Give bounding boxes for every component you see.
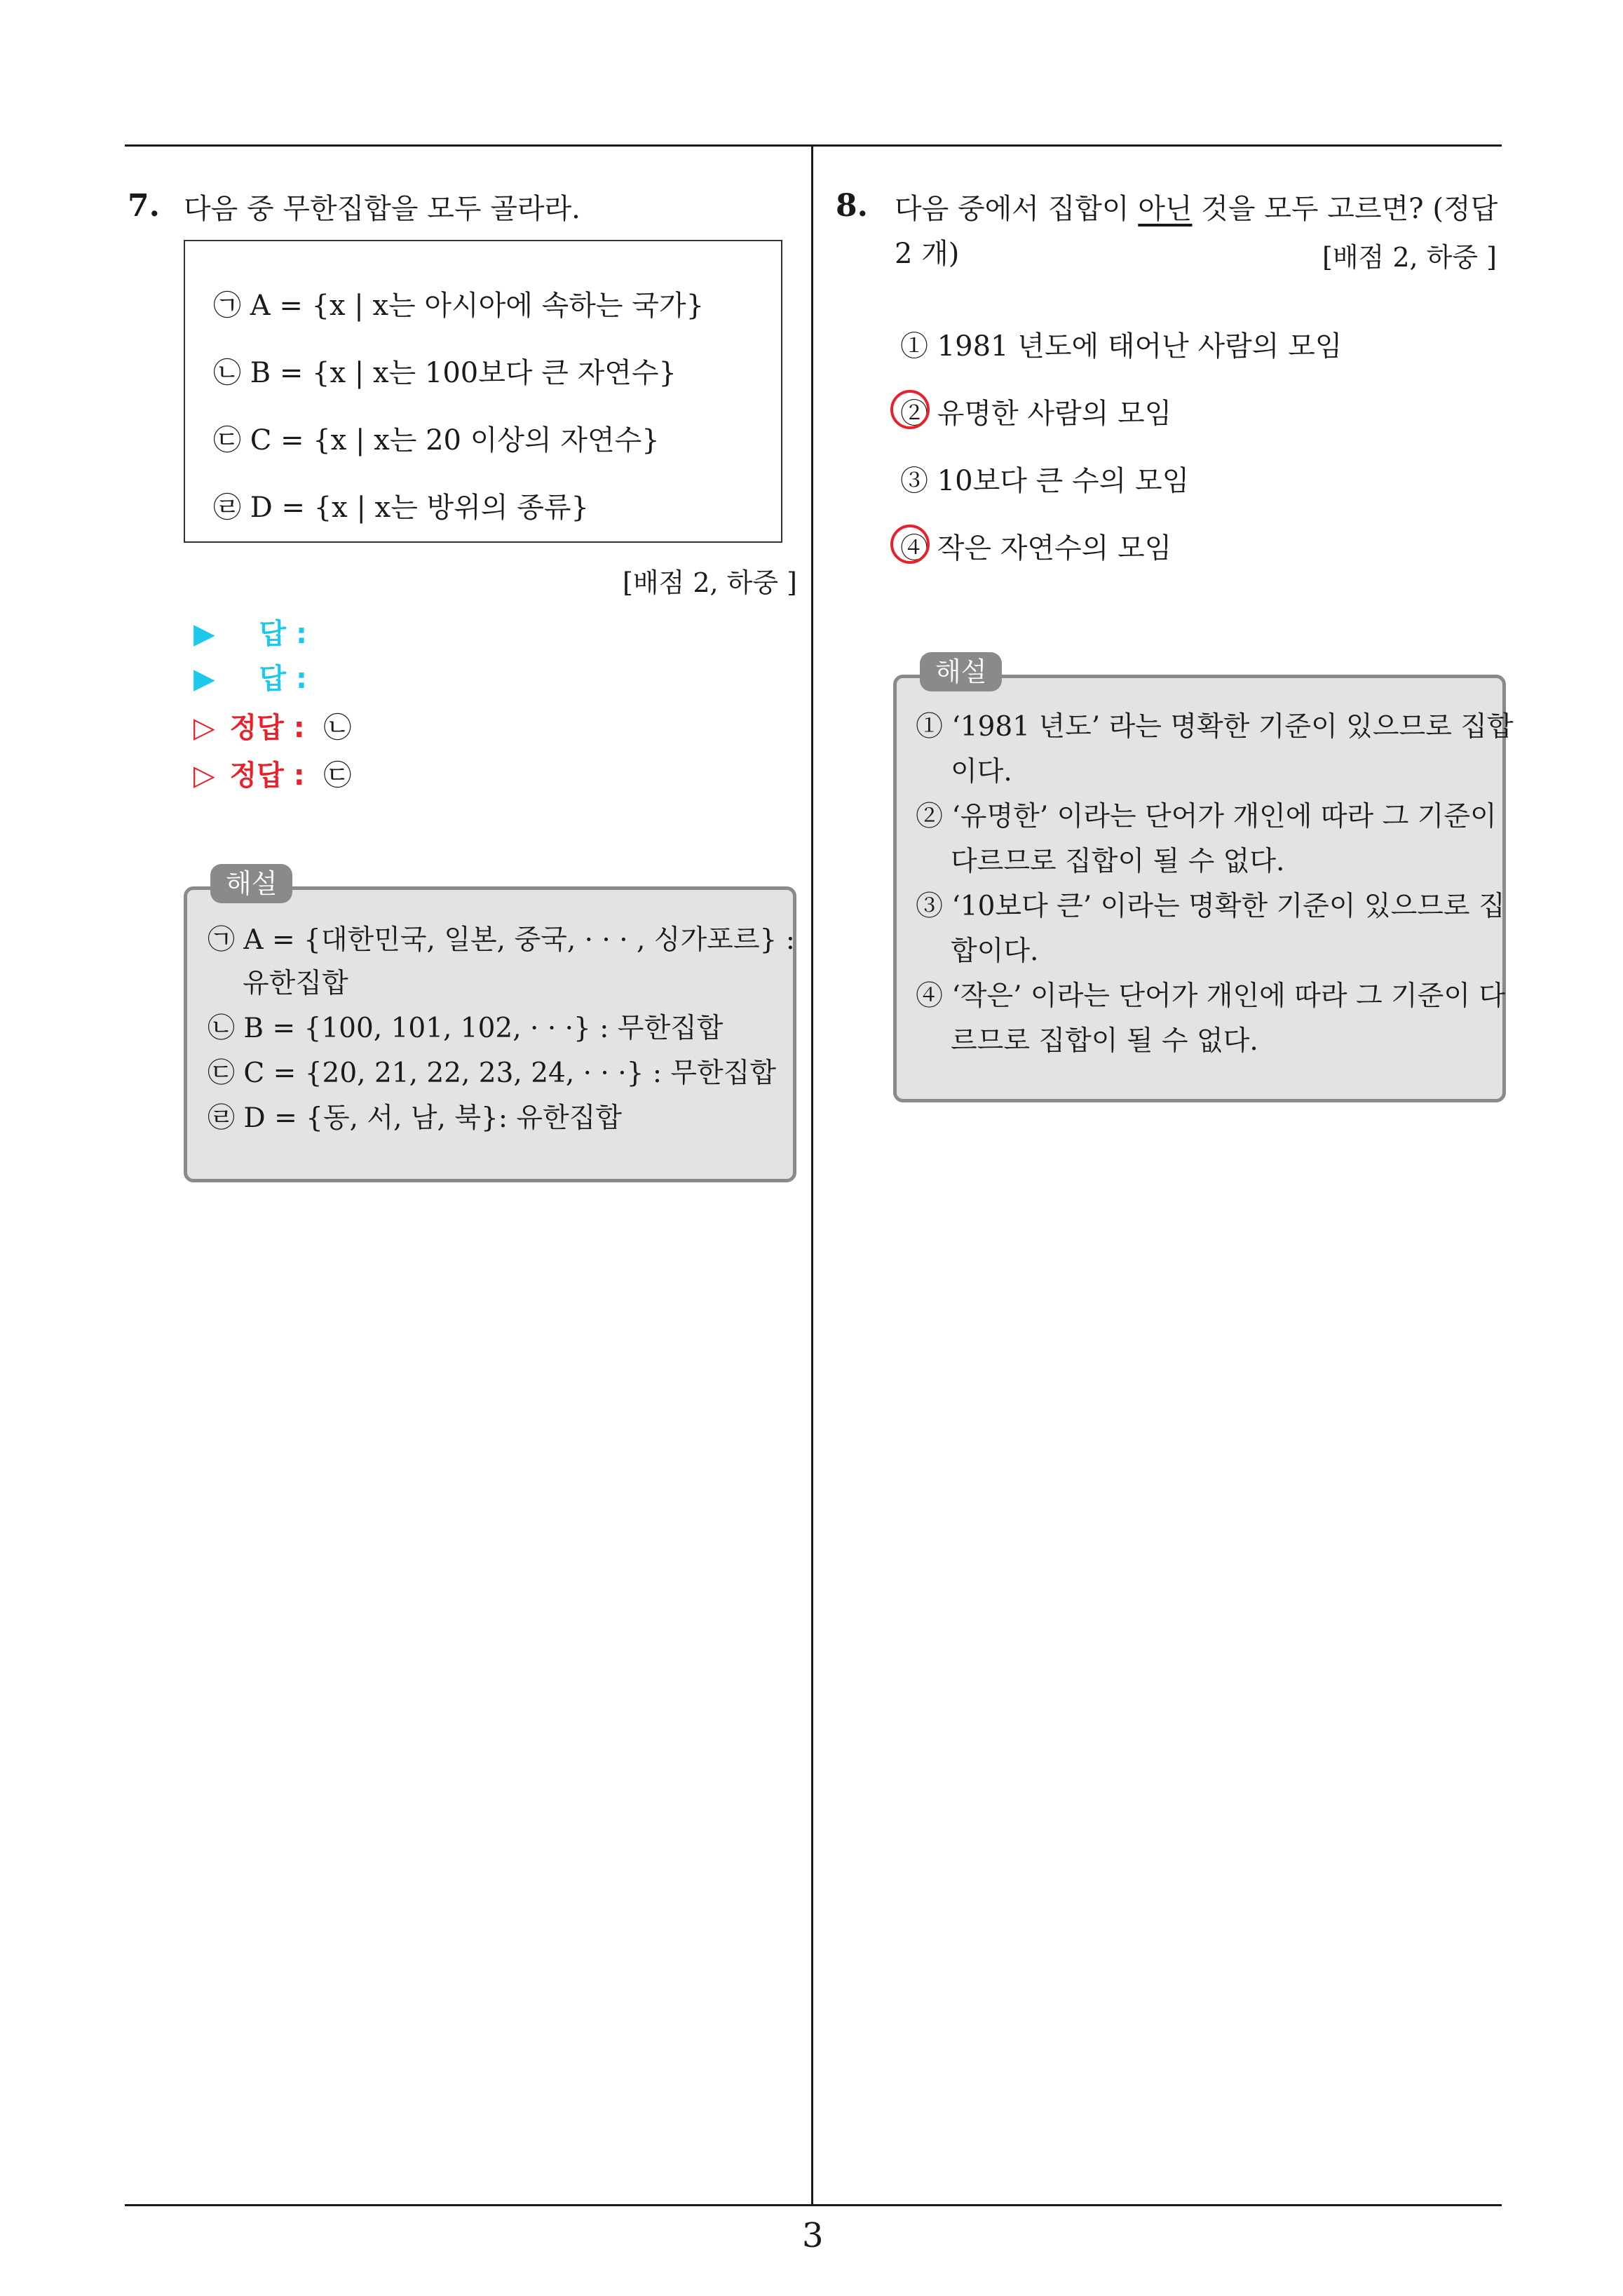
selected-mark-icon xyxy=(890,390,930,429)
question-8-explanation-tag: 해설 xyxy=(920,652,1002,691)
correct-label: 정답 : xyxy=(229,712,305,744)
explanation-line: 유한집합 xyxy=(243,968,348,999)
question-7-text: 다음 중 무한집합을 모두 골라라. xyxy=(184,193,580,225)
correct-answer-line-2 xyxy=(193,753,351,793)
explanation-line: ㉡ B = {100, 101, 102, · · ·} : 무한집합 xyxy=(208,1013,724,1044)
question-8-emphasis: 아닌 xyxy=(1138,193,1193,225)
explanation-line: 르므로 집합이 될 수 없다. xyxy=(951,1025,1258,1057)
page-number: 3 xyxy=(802,2216,824,2255)
condition-d: ㉣ D = {x | x는 방위의 종류} xyxy=(213,492,589,524)
correct-answer-line-1 xyxy=(193,705,351,745)
selected-mark-icon xyxy=(890,525,930,564)
explanation-line: ㉣ D = {동, 서, 남, 북}: 유한집합 xyxy=(208,1102,623,1134)
answer-label: 답 : xyxy=(259,663,308,695)
question-7-number: 7. xyxy=(128,188,160,224)
correct-value: ㉡ xyxy=(323,712,352,744)
question-8-text-after: 것을 모두 고르면? (정답 xyxy=(1192,193,1498,225)
question-8-text-before: 다음 중에서 집합이 xyxy=(895,193,1139,225)
condition-a: ㉠ A = {x | x는 아시아에 속하는 국가} xyxy=(213,290,705,322)
explanation-line: ④ ‘작은’ 이라는 단어가 개인에 따라 그 기준이 다 xyxy=(916,980,1506,1012)
choice-2[interactable]: ② 유명한 사람의 모임 xyxy=(900,398,1172,430)
explanation-line: ③ ‘10보다 큰’ 이라는 명확한 기준이 있으므로 집 xyxy=(916,891,1505,922)
choice-3[interactable]: ③ 10보다 큰 수의 모임 xyxy=(900,465,1190,497)
top-rule xyxy=(125,144,1502,147)
question-7-explanation-tag: 해설 xyxy=(210,864,292,903)
explanation-line: 합이다. xyxy=(951,936,1039,967)
question-8-text-line2: 2 개) xyxy=(895,238,960,270)
answer-marker-icon: ▶ xyxy=(193,618,215,650)
question-8-number: 8. xyxy=(836,188,868,224)
answer-marker-icon: ▶ xyxy=(193,663,215,695)
answer-line-1[interactable] xyxy=(193,612,307,651)
question-8-score: [배점 2, 하중 ] xyxy=(1322,242,1497,273)
answer-label: 답 : xyxy=(259,618,308,650)
condition-c: ㉢ C = {x | x는 20 이상의 자연수} xyxy=(213,424,660,457)
condition-b: ㉡ B = {x | x는 100보다 큰 자연수} xyxy=(213,357,677,389)
explanation-line: ㉢ C = {20, 21, 22, 23, 24, · · ·} : 무한집합 xyxy=(208,1058,777,1089)
correct-label: 정답 : xyxy=(229,759,305,792)
correct-value: ㉢ xyxy=(323,759,352,792)
correct-marker-icon: ▷ xyxy=(193,712,215,744)
explanation-line: 이다. xyxy=(951,756,1012,788)
correct-marker-icon: ▷ xyxy=(193,759,215,792)
choice-1[interactable]: ① 1981 년도에 태어난 사람의 모임 xyxy=(900,330,1343,363)
choice-4[interactable]: ④ 작은 자연수의 모임 xyxy=(900,532,1172,565)
explanation-line: ㉠ A = {대한민국, 일본, 중국, · · · , 싱가포르} : xyxy=(208,924,795,956)
bottom-rule xyxy=(125,2204,1502,2206)
question-7-score: [배점 2, 하중 ] xyxy=(623,567,797,598)
column-divider xyxy=(811,144,813,2206)
question-8-text xyxy=(895,187,1512,231)
explanation-line: 다르므로 집합이 될 수 없다. xyxy=(951,846,1285,877)
explanation-line: ② ‘유명한’ 이라는 단어가 개인에 따라 그 기준이 xyxy=(916,801,1497,832)
answer-line-2[interactable] xyxy=(193,656,307,696)
explanation-line: ① ‘1981 년도’ 라는 명확한 기준이 있으므로 집합 xyxy=(916,711,1514,743)
